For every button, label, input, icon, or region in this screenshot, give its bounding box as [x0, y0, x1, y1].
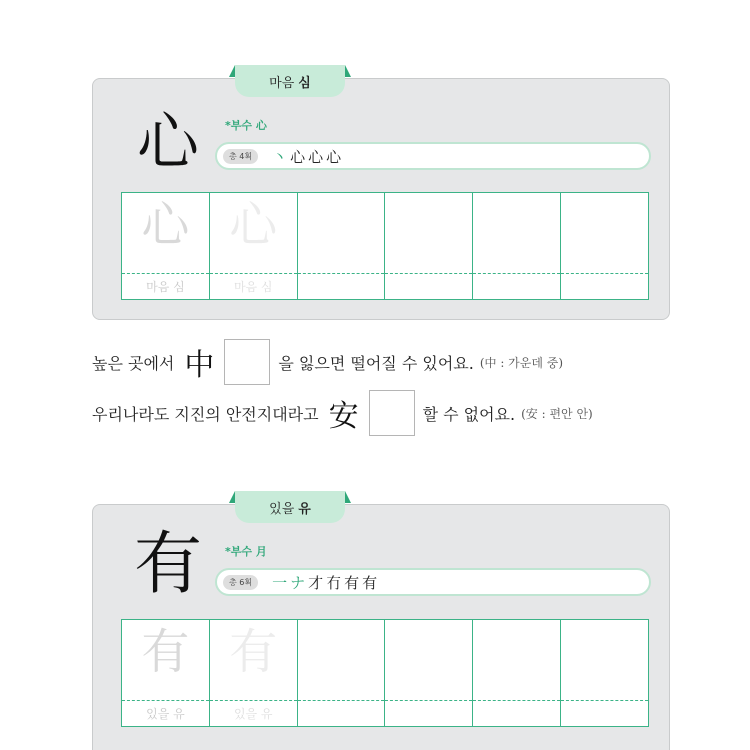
hanja-title-tab	[235, 65, 345, 97]
guide-line	[210, 273, 297, 274]
practice-cell[interactable]	[298, 193, 386, 299]
stroke-count-badge: 총 6획	[223, 575, 258, 590]
guide-line	[122, 273, 209, 274]
stroke-order-steps	[272, 146, 344, 167]
practice-cell[interactable]	[561, 620, 648, 726]
practice-cell[interactable]	[298, 620, 386, 726]
stroke-step-highlight: 一ナ	[272, 573, 309, 592]
sentence-after: 할 수 없어요.	[422, 404, 516, 424]
trace-hanja: 心	[229, 197, 278, 253]
practice-cell[interactable]	[473, 193, 561, 299]
stroke-count-badge: 총 4획	[223, 149, 258, 164]
hanja-meaning: 마음	[269, 75, 295, 91]
trace-label: 있을 유	[233, 707, 273, 721]
trace-hanja: 有	[141, 624, 190, 680]
sentence-hint: (中 : 가운데 중)	[479, 355, 564, 370]
trace-label: 마음 심	[233, 280, 273, 294]
guide-line	[473, 273, 560, 274]
trace-hanja: 有	[229, 624, 278, 680]
hanja-card-have	[92, 501, 670, 750]
guide-line	[385, 700, 472, 701]
stroke-step-rest: 心心心	[290, 147, 345, 166]
hanja-card-heart	[92, 75, 670, 320]
sentence-before: 높은 곳에서	[92, 353, 175, 373]
sentence-before: 우리나라도 지진의 안전지대라고	[92, 404, 319, 424]
practice-cell[interactable]	[385, 193, 473, 299]
trace-label: 마음 심	[146, 280, 185, 294]
radical-label: *부수 心	[225, 119, 267, 132]
guide-line	[473, 700, 560, 701]
practice-cell[interactable]	[561, 193, 648, 299]
answer-box[interactable]	[369, 390, 415, 436]
stroke-order-bar	[215, 568, 651, 596]
answer-box[interactable]	[224, 339, 270, 385]
guide-line	[298, 700, 385, 701]
trace-cell[interactable]	[122, 193, 210, 299]
guide-line	[561, 273, 648, 274]
guide-line	[298, 273, 385, 274]
hanja-sound: 유	[298, 501, 311, 517]
sentence-after: 을 잃으면 떨어질 수 있어요.	[278, 353, 474, 373]
trace-label: 있을 유	[146, 707, 185, 721]
guide-line	[385, 273, 472, 274]
stroke-order-bar	[215, 142, 651, 170]
practice-cell[interactable]	[385, 620, 473, 726]
hanja-sound: 심	[298, 75, 311, 91]
stroke-step-highlight: 丶	[272, 147, 291, 166]
hanja-meaning: 있을	[269, 501, 295, 517]
guide-line	[122, 700, 209, 701]
practice-grid	[121, 192, 649, 300]
trace-cell[interactable]	[210, 193, 298, 299]
guide-line	[561, 700, 648, 701]
guide-line	[210, 700, 297, 701]
trace-cell[interactable]	[122, 620, 210, 726]
fill-in-sentence	[92, 338, 563, 386]
hanja-title-tab	[235, 491, 345, 523]
sentence-hint: (安 : 편안 안)	[521, 406, 593, 421]
main-hanja: 有	[133, 525, 202, 604]
sentence-hanja: 中	[184, 348, 215, 383]
practice-grid	[121, 619, 649, 727]
stroke-step-rest: 才冇有有	[308, 573, 381, 592]
stroke-order-steps	[272, 572, 380, 593]
sentence-hanja: 安	[328, 399, 359, 434]
practice-cell[interactable]	[473, 620, 561, 726]
trace-hanja: 心	[141, 197, 190, 253]
trace-cell[interactable]	[210, 620, 298, 726]
fill-in-sentence	[92, 388, 593, 438]
main-hanja: 心	[136, 105, 199, 178]
radical-label: *부수 月	[225, 545, 267, 558]
